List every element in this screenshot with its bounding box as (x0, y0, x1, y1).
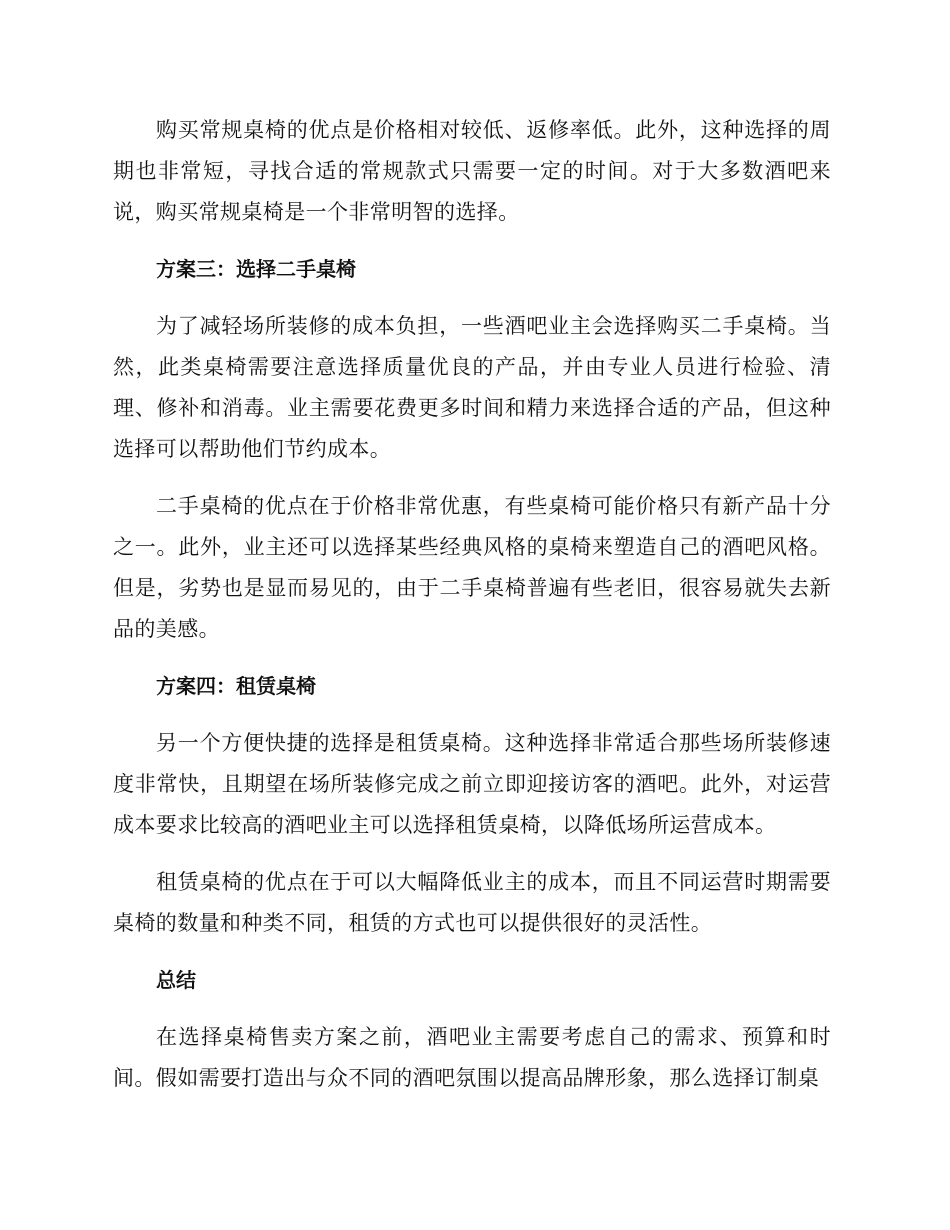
paragraph-second-hand-pros-cons: 二手桌椅的优点在于价格非常优惠，有些桌椅可能价格只有新产品十分之一。此外，业主还可以选择某些经典风格的桌椅来塑造自己的酒吧风格。但是，劣势也是显而易见的，由于二手桌椅普遍有些老旧，很容易就失去新品的美感。 (113, 494, 831, 641)
heading-summary: 总结 (156, 968, 196, 992)
paragraph-summary: 在选择桌椅售卖方案之前，酒吧业主需要考虑自己的需求、预算和时间。假如需要打造出与众不同的酒吧氛围以提高品牌形象，那么选择订制桌 (113, 1025, 831, 1090)
paragraph-regular-chairs-advantages: 购买常规桌椅的优点是价格相对较低、返修率低。此外，这种选择的周期也非常短，寻找合适的常规款式只需要一定的时间。对于大多数酒吧来说，购买常规桌椅是一个非常明智的选择。 (113, 118, 831, 224)
heading-plan-four: 方案四：租赁桌椅 (156, 674, 316, 698)
document-body (113, 110, 831, 1115)
heading-plan-three: 方案三：选择二手桌椅 (156, 257, 356, 281)
paragraph-rental-intro: 另一个方便快捷的选择是租赁桌椅。这种选择非常适合那些场所装修速度非常快，且期望在场所装修完成之前立即迎接访客的酒吧。此外，对运营成本要求比较高的酒吧业主可以选择租赁桌椅，以降低场所运营成本。 (113, 731, 831, 837)
paragraph-second-hand-intro: 为了减轻场所装修的成本负担，一些酒吧业主会选择购买二手桌椅。当然，此类桌椅需要注意选择质量优良的产品，并由专业人员进行检验、清理、修补和消毒。业主需要花费更多时间和精力来选择合适的产品，但这种选择可以帮助他们节约成本。 (113, 314, 831, 461)
paragraph-rental-advantages: 租赁桌椅的优点在于可以大幅降低业主的成本，而且不同运营时期需要桌椅的数量和种类不同，租赁的方式也可以提供很好的灵活性。 (113, 870, 831, 935)
